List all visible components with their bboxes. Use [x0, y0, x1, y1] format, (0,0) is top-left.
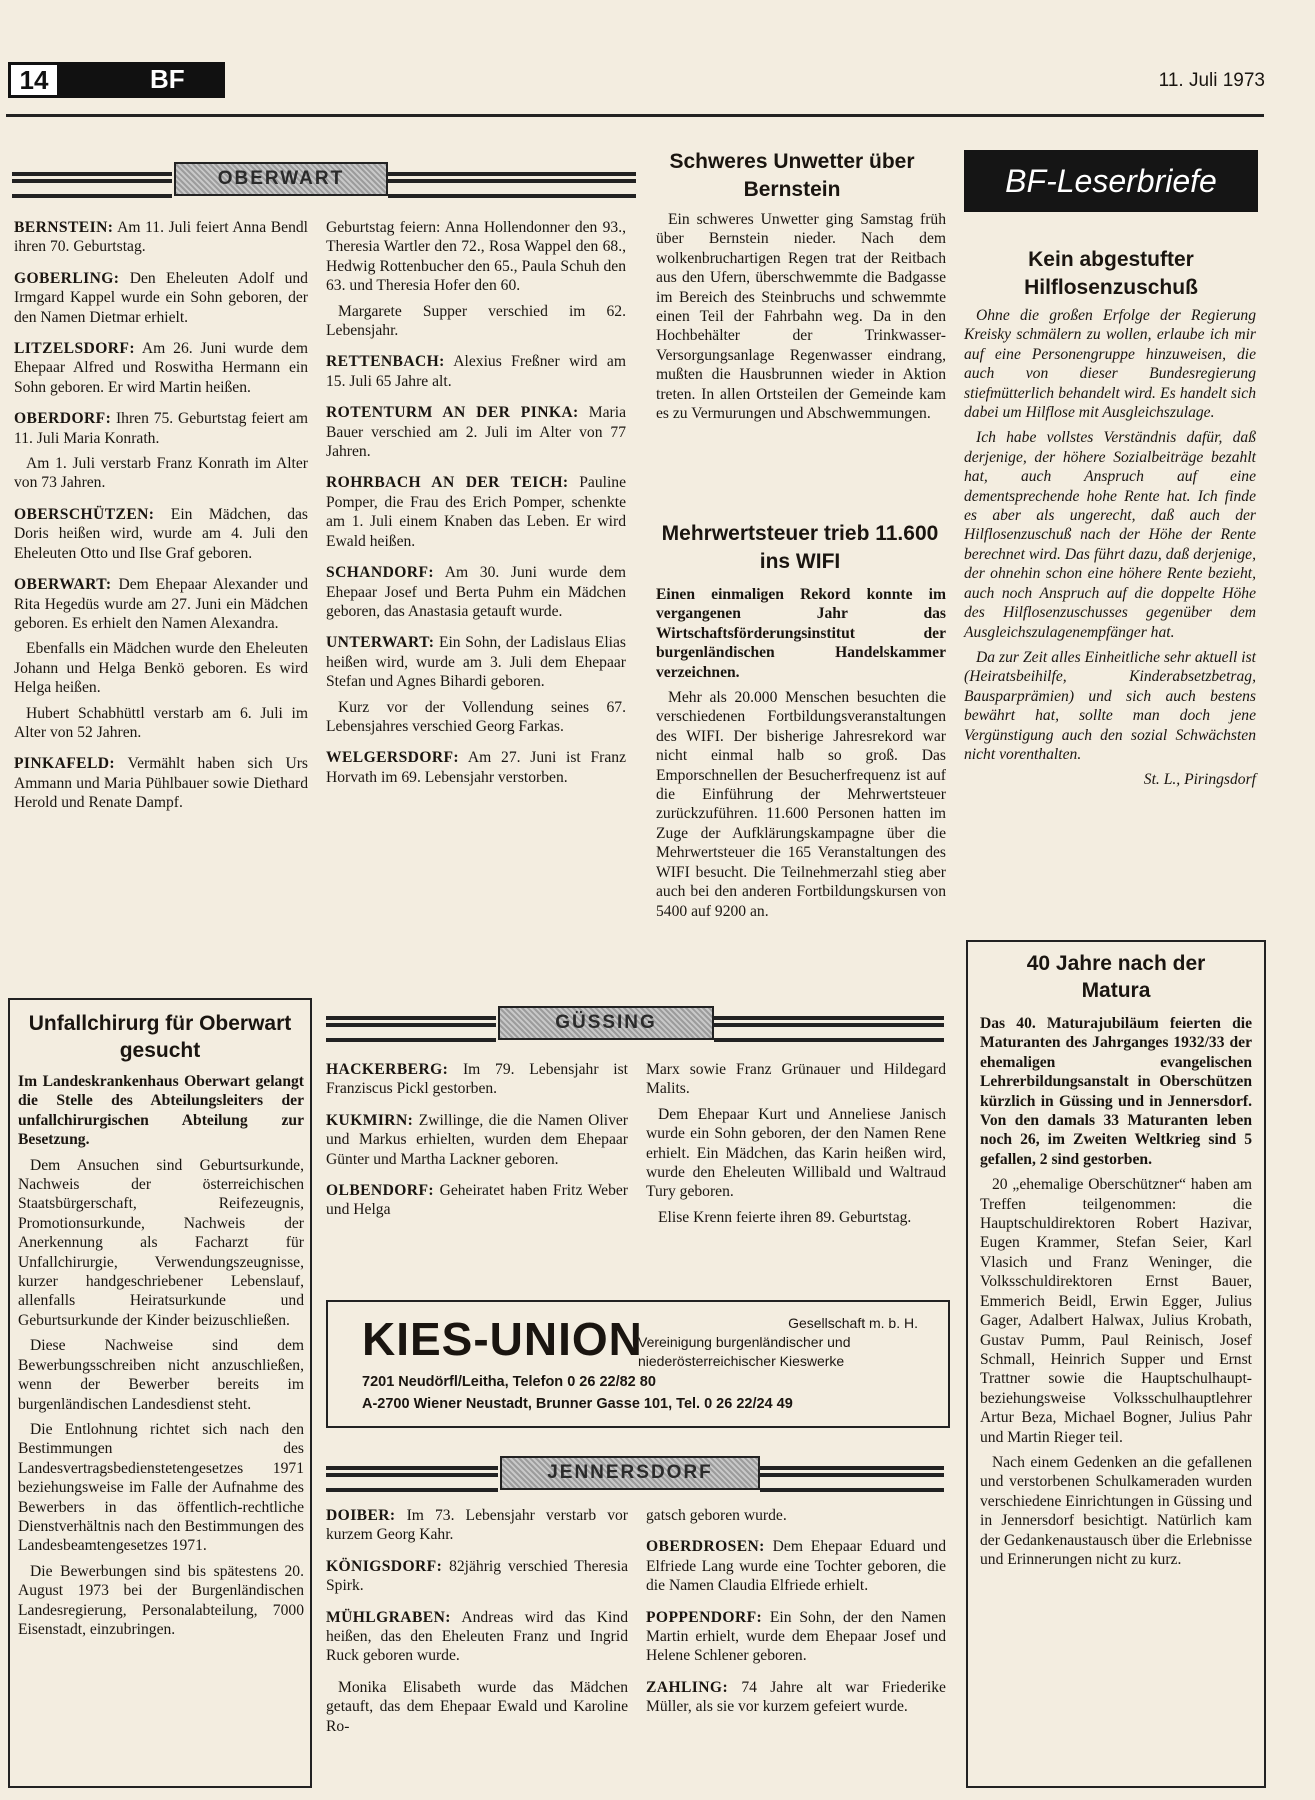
notice-bernstein: BERNSTEIN: Am 11. Juli feiert Anna Bendl ihren 70. Geburtstag.	[14, 219, 308, 256]
notice-oberdorf-2: Am 1. Juli verstarb Franz Konrath im Alter von 73 Jahren.	[14, 455, 308, 492]
ad-address-2: A-2700 Wiener Neustadt, Brunner Gasse 101, Tel. 0 26 22/24 49	[362, 1396, 793, 1412]
section-header-guessing: GÜSSING	[498, 1006, 714, 1040]
guessing-column-2: Marx sowie Franz Grünauer und Hildegard Malits. Dem Ehepaar Kurt und Anneliese Janisch wurde ein Sohn geboren, der den Namen Rene erhielt. Ein Mädchen, das Karin heißen wird, wurde den Eheleuten Willibald und Waltraud Tury geboren. Elise Krenn feierte ihren 89. Geburtstag.	[646, 1061, 946, 1226]
section-header-jennersdorf: JENNERSDORF	[500, 1456, 760, 1490]
article-unfallchirurg-headline: Unfallchirurg für Oberwart gesucht	[28, 1012, 292, 1062]
section-stripes-guessing-left	[326, 1016, 496, 1042]
page-number-box	[8, 62, 60, 98]
advertisement-kies-union	[326, 1300, 950, 1428]
notice-pinkafeld: PINKAFELD: Vermählt haben sich Urs Ammann und Maria Pühlbauer sowie Diethard Herold und Renate Dampf.	[14, 755, 308, 812]
leserbrief-signature: St. L., Piringsdorf	[1143, 771, 1256, 789]
ad-brand: KIES-UNION	[362, 1313, 643, 1365]
section-stripes-left	[12, 172, 172, 198]
article-unfallchirurg-box: Unfallchirurg für Oberwart gesucht Im Landeskrankenhaus Oberwart gelangt die Stelle des Abteilungsleiters der unfallchirurgischen Abteilung zur Besetzung. Dem Ansuchen sind Geburtsurkunde, Nachweis der österreichischen Staatsbürgerschaft, Reifezeugnis, Promotionsurkunde, Nachweis der Anerkennung als Facharzt für Unfallchirurgie, Verwendungszeugnisse, kurzer handgeschriebener Lebenslauf, allenfalls Heiratsurkunde und Geburtsurkunde der Kinder beizuschließen. Diese Nachweise sind dem Bewerbungsschreiben nicht anzuschließen, wenn der Bewerber bereits im burgenländischen Landesdienst steht. Die Entlohnung richtet sich nach den Bestimmungen des Landesvertragsbedienstetengesetzes 1971 beziehungsweise im Falle der Aufnahme des Bewerbers in das öffentlich-rechtliche Dienstverhältnis nach den Bestimmungen des Landesbeamtengesetzes 1971. Die Bewerbungen sind bis spätestens 20. August 1973 bei der Burgenländischen Landesregierung, Personalabteilung, 7000 Eisenstadt, einzubringen.	[8, 998, 312, 1788]
section-stripes-right	[388, 172, 636, 198]
page-number: 14	[19, 65, 49, 95]
section-stripes-jennersdorf-left	[326, 1466, 498, 1492]
oberwart-column-2	[326, 218, 626, 793]
section-stripes-jennersdorf-right	[760, 1466, 944, 1492]
notice-litzelsdorf: LITZELSDORF: Am 26. Juni wurde dem Ehepaar Alfred und Roswitha Hermann ein Sohn geboren. Er wird Martin heißen.	[14, 340, 308, 396]
notice-rettenbach: RETTENBACH: Alexius Freßner wird am 15. Juli 65 Jahre alt.	[326, 353, 626, 390]
paper-bar	[60, 62, 225, 98]
notice-oberwart: OBERWART: Dem Ehepaar Alexander und Rita Hegedüs wurde am 27. Juni ein Mädchen geboren. Es erhielt den Namen Alexandra.	[14, 576, 308, 632]
notice-continued: Geburtstag feiern: Anna Hollendonner den 93., Theresia Wartler den 72., Rosa Wappel den 68., Hedwig Rottenbucher den 65., Paula Schuh den 63. und Theresia Hofer den 60.	[326, 219, 626, 295]
article-unfallchirurg-lead: Im Landeskrankenhaus Oberwart gelangt die Stelle des Abteilungsleiters der unfallchirurgischen Abteilung zur Besetzung.	[18, 1073, 304, 1149]
notice-kukmirn: KUKMIRN: Zwillinge, die die Namen Oliver und Markus erhielten, wurden dem Ehepaar Günter und Martha Lackner geboren.	[326, 1111, 628, 1168]
issue-date: 11. Juli 1973	[1158, 70, 1265, 91]
notice-koenigsdorf: KÖNIGSDORF: 82jährig verschied Theresia Spirk.	[326, 1557, 628, 1595]
section-header-oberwart: OBERWART	[174, 162, 388, 196]
notice-zahling: ZAHLING: 74 Jahre alt war Friederike Müller, als sie vor kurzem gefeiert wurde.	[646, 1678, 946, 1716]
article-matura-box: 40 Jahre nach der Matura Das 40. Maturajubiläum feierten die Maturanten des Jahrganges 1932/33 der ehemaligen evangelischen Lehrerbildungsanstalt in Oberschützen kürzlich in Güssing und in Jennersdorf. Von den damals 33 Maturanten leben noch 26, im Zweiten Weltkrieg sind 5 gefallen, 2 sind gestorben. 20 „ehemalige Oberschützner“ haben am Treffen teilgenommen: die Hauptschuldirektoren Robert Hazivar, Eugen Krammer, Stefan Seier, Karl Vlasich und Franz Weninger, die Volksschuldirektoren Ernst Bauer, Emmerich Beidl, Erwin Egger, Julius Gager, Adalbert Halwax, Julius Krobath, Gustav Pumm, Paul Reinisch, Josef Schmall, Heinrich Supper und Ernst Trattner sowie die Hauptschulhaupt- beziehungsweise Volksschulhauptlehrer Artur Beza, Michael Bogner, Julius Pahr und Martin Rieger teil. Nach einem Gedenken an die gefallenen und verstorbenen Schulkameraden wurden verschiedene Einrichtungen in Güssing und in Jennersdorf besichtigt. Natürlich kam der Gedankenaustausch über die Erlebnisse und Erinnerungen nicht zu kurz.	[966, 940, 1266, 1788]
leserbrief-headline: Kein abgestufter Hilflosenzuschuß	[1024, 248, 1198, 299]
notice-goberling: GOBERLING: Den Eheleuten Adolf und Irmgard Kappel wurde ein Sohn geboren, der den Namen Dietmar erhielt.	[14, 269, 308, 326]
ad-address-1: 7201 Neudörfl/Leitha, Telefon 0 26 22/82 80	[362, 1374, 656, 1390]
notice-muehlgraben: MÜHLGRABEN: Andreas wird das Kind heißen, das den Eheleuten Franz und Ingrid Ruck geboren wurde.	[326, 1608, 628, 1665]
ad-company: Gesellschaft m. b. H. Vereinigung burgenländischer und niederösterreichischer Kieswerke	[638, 1315, 918, 1369]
notice-schandorf: SCHANDORF: Am 30. Juni wurde dem Ehepaar Josef und Berta Puhm ein Mädchen geboren, das Anastasia getauft wurde.	[326, 564, 626, 620]
notice-supper: Margarete Supper verschied im 62. Lebensjahr.	[326, 302, 626, 340]
article-matura-headline: 40 Jahre nach der Matura	[1026, 952, 1206, 1002]
paper-name: BF	[150, 64, 185, 94]
notice-oberdrosen: OBERDROSEN: Dem Ehepaar Eduard und Elfriede Lang wurde eine Tochter geboren, die die Namen Claudia Elfriede erhielt.	[646, 1538, 946, 1595]
notice-oberwart-3: Hubert Schabhüttl verstarb am 6. Juli im Alter von 52 Jahren.	[14, 704, 308, 741]
notice-unterwart: UNTERWART: Ein Sohn, der Ladislaus Elias heißen wird, wurde am 3. Juli dem Ehepaar Stefan und Agnes Bihardi geboren.	[326, 634, 626, 691]
leserbrief-body: Ohne die großen Erfolge der Regierung Kreisky schmälern zu wollen, erlaube ich mir auf eine Personengruppe hinzuweisen, die auch von dieser Bundesregierung stiefmütterlich behandelt wird. Es handelt sich dabei um Hilflose mit Ausgleichszulage. Ich habe vollstes Verständnis dafür, daß derjenige, der höhere Sozialbeiträge bezahlt hat, auch Anspruch auf eine dementsprechende hohe Rente hat. Ich finde es aber als ungerecht, daß auch der Hilflosenzuschuß nach der Höhe der Rente berechnet wird. Das führt dazu, daß derjenige, der ohnehin schon eine höhere Rente bezieht, auch noch Anspruch auf die doppelte Höhe des Hilflosenzuschusses gegenüber dem Ausgleichszulagenempfänger hat. Da zur Zeit alles Einheitliche sehr aktuell ist (Heiratsbeihilfe, Kinderabsetzbetrag, Bausparprämien) und sich auch bestens bewährt hat, sollte man doch jene Vergünstigung auch den sozial Schwächsten nicht vorenthalten. St. L., Piringsdorf	[964, 307, 1256, 789]
jennersdorf-column-2: gatsch geboren wurde. OBERDROSEN: Dem Ehepaar Eduard und Elfriede Lang wurde eine Tochter geboren, die die Namen Claudia Elfriede erhielt. POPPENDORF: Ein Sohn, der den Namen Martin erhielt, wurde dem Ehepaar Josef und Helene Schlener geboren. ZAHLING: 74 Jahre alt war Friederike Müller, als sie vor kurzem gefeiert wurde.	[646, 1507, 946, 1716]
notice-unterwart-2: Kurz vor der Vollendung seines 67. Lebensjahres verschied Georg Farkas.	[326, 698, 626, 735]
notice-olbendorf: OLBENDORF: Geheiratet haben Fritz Weber und Helga	[326, 1182, 628, 1219]
leserbriefe-banner: BF-Leserbriefe	[964, 150, 1258, 212]
header-rule	[6, 114, 1264, 117]
notice-welgersdorf: WELGERSDORF: Am 27. Juni ist Franz Horvath im 69. Lebensjahr verstorben.	[326, 749, 626, 786]
notice-doiber: DOIBER: Im 73. Lebensjahr verstarb vor kurzem Georg Kahr.	[326, 1507, 628, 1544]
article-mwst-body	[656, 585, 946, 927]
article-mwst-text: Mehr als 20.000 Menschen besuchten die verschiedenen Fortbildungsveranstaltungen des WIFI. Der bisherige Jahresrekord war nicht einmal halb so groß. Das Emporschnellen der Besucherfrequenz ist auf die Einführung der Mehrwertsteuer zurückzuführen. 11.600 Personen hatten im Zuge der Aufklärungskampagne über die Mehrwertsteuer die 165 Veranstaltungen des WIFI besucht. Die Teilnehmerzahl stieg aber auch bei den anderen Fortbildungskursen von 5400 auf 9200 an.	[656, 689, 946, 920]
article-unwetter-headline: Schweres Unwetter über Bernstein	[669, 150, 915, 201]
notice-oberdorf: OBERDORF: Ihren 75. Geburtstag feiert am 11. Juli Maria Konrath.	[14, 410, 308, 447]
article-matura-lead: Das 40. Maturajubiläum feierten die Maturanten des Jahrganges 1932/33 der ehemaligen evangelischen Lehrerbildungsanstalt in Oberschützen kürzlich in Güssing und in Jennersdorf. Von den damals 33 Maturanten leben noch 26, im Zweiten Weltkrieg sind 5 gefallen, 2 sind gestorben.	[980, 1015, 1252, 1168]
jennersdorf-column-1: DOIBER: Im 73. Lebensjahr verstarb vor kurzem Georg Kahr. KÖNIGSDORF: 82jährig verschied Theresia Spirk. MÜHLGRABEN: Andreas wird das Kind heißen, das den Eheleuten Franz und Ingrid Ruck geboren wurde. Monika Elisabeth wurde das Mädchen getauft, das dem Ehepaar Ewald und Karoline Ro-	[326, 1507, 628, 1735]
notice-oberwart-2: Ebenfalls ein Mädchen wurde den Eheleuten Johann und Helga Benkö geboren. Es wird Helga heißen.	[14, 640, 308, 697]
guessing-column-1	[326, 1060, 628, 1226]
notice-poppendorf: POPPENDORF: Ein Sohn, der den Namen Martin erhielt, wurde dem Ehepaar Josef und Helene Schlener geboren.	[646, 1608, 946, 1665]
section-stripes-guessing-right	[714, 1016, 944, 1042]
notice-rotenturm: ROTENTURM AN DER PINKA: Maria Bauer verschied am 2. Juli im Alter von 77 Jahren.	[326, 404, 626, 461]
article-mwst-lead: Einen einmaligen Rekord konnte im vergangenen Jahr das Wirtschaftsförderungsinstitut der burgenländischen Handelskammer verzeichnen.	[656, 586, 946, 681]
oberwart-column-1	[14, 218, 308, 819]
article-mwst-headline: Mehrwertsteuer trieb 11.600 ins WIFI	[661, 522, 939, 573]
notice-hackerberg: HACKERBERG: Im 79. Lebensjahr ist Franziscus Pickl gestorben.	[326, 1061, 628, 1098]
notice-oberschuetzen: OBERSCHÜTZEN: Ein Mädchen, das Doris heißen wird, wurde am 4. Juli den Eheleuten Otto und Ilse Graf geboren.	[14, 505, 308, 562]
notice-rohrbach: ROHRBACH AN DER TEICH: Pauline Pomper, die Frau des Erich Pomper, schenkte am 1. Juli einem Knaben das Leben. Er wird Ewald heißen.	[326, 474, 626, 550]
article-unwetter-body: Ein schweres Unwetter ging Samstag früh über Bernstein nieder. Nach dem wolkenbruchartigen Regen trat der Reitbach aus den Ufern, überschwemmte die Badgasse im Bereich des Steinbruchs und schwemmte einen Teil der Fahrbahn weg. Da in den Hochbehälter der Trinkwasser-Versorgungsanlage Regenwasser eindrang, mußten die Hausbrunnen wieder in Aktion treten. In allen Ortsteilen der Gemeinde kam es zu Vermurungen und Abschwemmungen.	[656, 211, 946, 423]
